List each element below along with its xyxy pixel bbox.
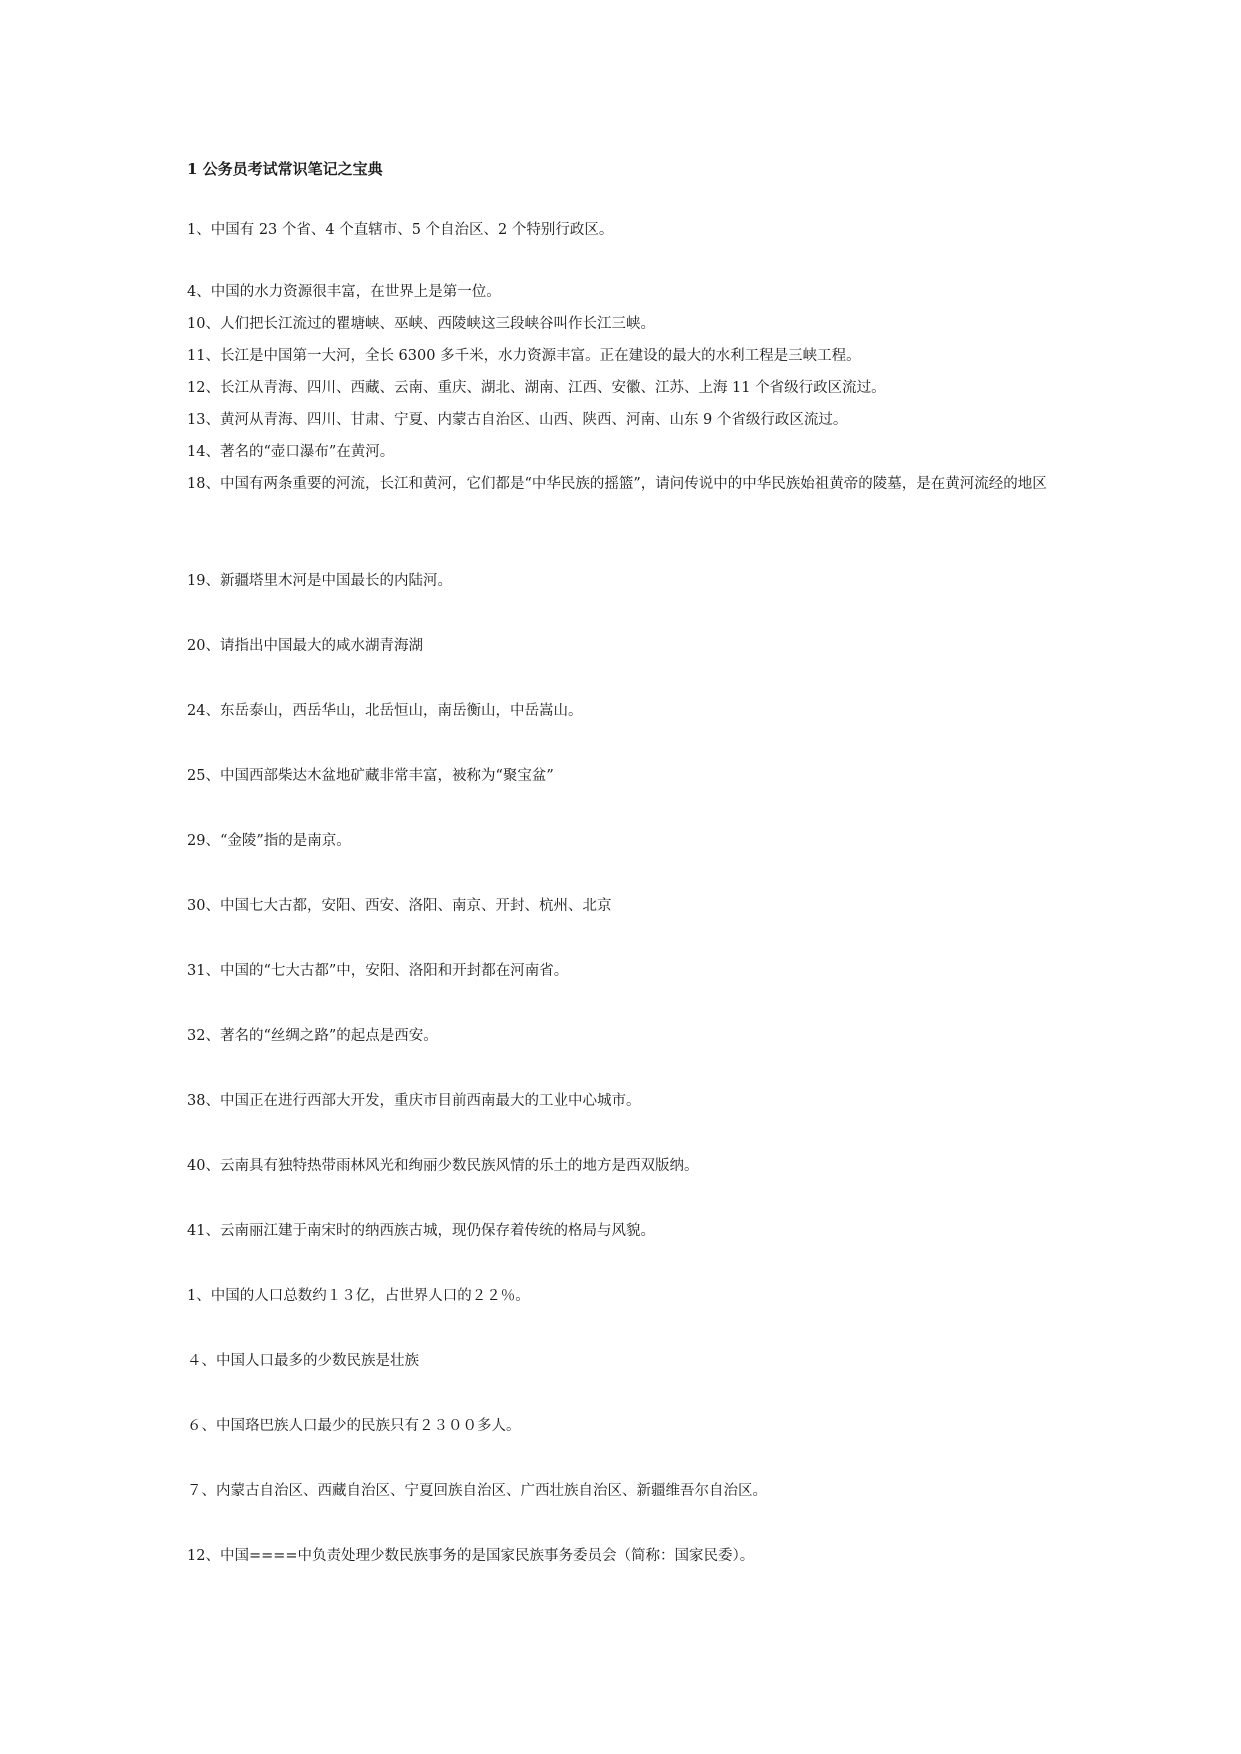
paragraph-item: 1、中国有 23 个省、4 个直辖市、5 个自治区、2 个特别行政区。 xyxy=(187,222,614,238)
paragraph-item: 12、中国====中负责处理少数民族事务的是国家民族事务委员会（简称：国家民委）。 xyxy=(187,1548,755,1564)
paragraph-item: 24、东岳泰山，西岳华山，北岳恒山，南岳衡山，中岳嵩山。 xyxy=(187,703,583,719)
document-title: 1 公务员考试常识笔记之宝典 xyxy=(187,160,383,178)
paragraph-item: 29、“金陵”指的是南京。 xyxy=(187,833,351,849)
paragraph-item: 11、长江是中国第一大河，全长 6300 多千米，水力资源丰富。正在建设的最大的水利工程是三峡工程。 xyxy=(187,348,861,364)
paragraph-item: 31、中国的“七大古都”中，安阳、洛阳和开封都在河南省。 xyxy=(187,963,569,979)
paragraph-item: 32、著名的“丝绸之路”的起点是西安。 xyxy=(187,1028,438,1044)
paragraph-item: 12、长江从青海、四川、西藏、云南、重庆、湖北、湖南、江西、安徽、江苏、上海 11 个省级行政区流过。 xyxy=(187,380,886,396)
paragraph-item: 18、中国有两条重要的河流，长江和黄河，它们都是“中华民族的摇篮”，请问传说中的中华民族始祖黄帝的陵墓，是在黄河流经的地区 xyxy=(187,476,1047,492)
paragraph-item: 4、中国的水力资源很丰富，在世界上是第一位。 xyxy=(187,284,501,300)
paragraph-item: 19、新疆塔里木河是中国最长的内陆河。 xyxy=(187,573,452,589)
paragraph-item: 25、中国西部柴达木盆地矿藏非常丰富，被称为“聚宝盆” xyxy=(187,768,554,784)
paragraph-item: 38、中国正在进行西部大开发，重庆市目前西南最大的工业中心城市。 xyxy=(187,1093,641,1109)
paragraph-item: 40、云南具有独特热带雨林风光和绚丽少数民族风情的乐土的地方是西双版纳。 xyxy=(187,1158,699,1174)
paragraph-item: 41、云南丽江建于南宋时的纳西族古城，现仍保存着传统的格局与风貌。 xyxy=(187,1223,655,1239)
paragraph-item: ７、内蒙古自治区、西藏自治区、宁夏回族自治区、广西壮族自治区、新疆维吾尔自治区。 xyxy=(187,1483,767,1499)
paragraph-item: 30、中国七大古都，安阳、西安、洛阳、南京、开封、杭州、北京 xyxy=(187,898,612,914)
paragraph-item: ６、中国珞巴族人口最少的民族只有２３００多人。 xyxy=(187,1418,521,1434)
paragraph-item: 1、中国的人口总数约１３亿，占世界人口的２２％。 xyxy=(187,1288,530,1304)
paragraph-item: 10、人们把长江流过的瞿塘峡、巫峡、西陵峡这三段峡谷叫作长江三峡。 xyxy=(187,316,655,332)
paragraph-item: 20、请指出中国最大的咸水湖青海湖 xyxy=(187,638,423,654)
paragraph-item: ４、中国人口最多的少数民族是壮族 xyxy=(187,1353,419,1369)
paragraph-item: 13、黄河从青海、四川、甘肃、宁夏、内蒙古自治区、山西、陕西、河南、山东 9 个省级行政区流过。 xyxy=(187,412,848,428)
paragraph-item: 14、著名的“壶口瀑布”在黄河。 xyxy=(187,444,395,460)
